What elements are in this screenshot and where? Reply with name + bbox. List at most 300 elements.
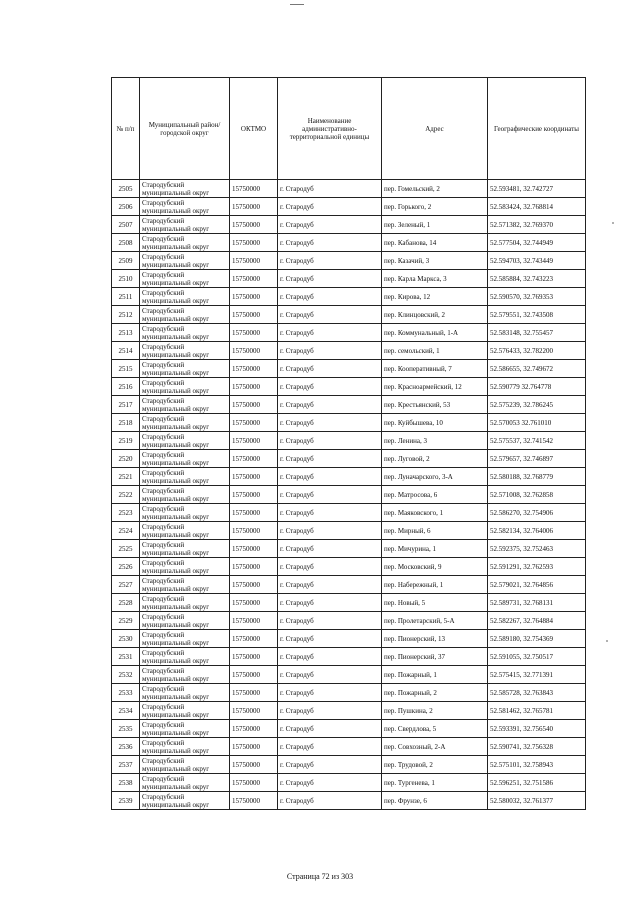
district-type: муниципальный округ — [142, 188, 210, 197]
row-unit: г. Стародуб — [278, 288, 382, 306]
row-number: 2536 — [112, 738, 140, 756]
row-unit: г. Стародуб — [278, 414, 382, 432]
row-unit: г. Стародуб — [278, 342, 382, 360]
row-district — [140, 792, 230, 810]
registry-table — [111, 77, 586, 810]
row-oktmo: 15750000 — [230, 576, 278, 594]
table-row — [112, 414, 586, 432]
row-number: 2509 — [112, 252, 140, 270]
row-oktmo: 15750000 — [230, 504, 278, 522]
row-coordinates: 52.586270, 32.754906 — [488, 504, 586, 522]
row-oktmo: 15750000 — [230, 288, 278, 306]
row-district — [140, 252, 230, 270]
row-number: 2532 — [112, 666, 140, 684]
row-number: 2528 — [112, 594, 140, 612]
district-type: муниципальный округ — [142, 746, 210, 755]
row-unit: г. Стародуб — [278, 558, 382, 576]
row-address: пер. Тургенева, 1 — [382, 774, 488, 792]
row-address: пер. Мичурина, 1 — [382, 540, 488, 558]
row-district — [140, 738, 230, 756]
table-row — [112, 378, 586, 396]
row-coordinates: 52.590779 32.764778 — [488, 378, 586, 396]
table-row — [112, 252, 586, 270]
row-number: 2537 — [112, 756, 140, 774]
row-oktmo: 15750000 — [230, 666, 278, 684]
district-type: муниципальный округ — [142, 350, 210, 359]
row-oktmo: 15750000 — [230, 738, 278, 756]
row-district — [140, 558, 230, 576]
row-number: 2530 — [112, 630, 140, 648]
row-district — [140, 342, 230, 360]
row-oktmo: 15750000 — [230, 234, 278, 252]
row-coordinates: 52.575239, 32.786245 — [488, 396, 586, 414]
row-coordinates: 52.570053 32.761010 — [488, 414, 586, 432]
row-district — [140, 666, 230, 684]
row-unit: г. Стародуб — [278, 504, 382, 522]
header-address: Адрес — [382, 78, 488, 180]
table-row — [112, 612, 586, 630]
row-district — [140, 504, 230, 522]
row-address: пер. Пожарный, 1 — [382, 666, 488, 684]
row-unit: г. Стародуб — [278, 522, 382, 540]
row-address: пер. Гомельский, 2 — [382, 180, 488, 198]
row-coordinates: 52.591055, 32.750517 — [488, 648, 586, 666]
row-district — [140, 774, 230, 792]
table-row — [112, 306, 586, 324]
row-unit: г. Стародуб — [278, 360, 382, 378]
row-number: 2512 — [112, 306, 140, 324]
row-oktmo: 15750000 — [230, 648, 278, 666]
row-district — [140, 216, 230, 234]
row-address: пер. Ленина, 3 — [382, 432, 488, 450]
row-unit: г. Стародуб — [278, 432, 382, 450]
table-row — [112, 468, 586, 486]
row-unit: г. Стародуб — [278, 684, 382, 702]
district-name: Стародубский — [142, 630, 185, 639]
row-oktmo: 15750000 — [230, 612, 278, 630]
row-oktmo: 15750000 — [230, 342, 278, 360]
row-address: пер. Казачий, 3 — [382, 252, 488, 270]
district-name: Стародубский — [142, 576, 185, 585]
district-type: муниципальный округ — [142, 710, 210, 719]
district-name: Стародубский — [142, 360, 185, 369]
row-district — [140, 360, 230, 378]
row-oktmo: 15750000 — [230, 270, 278, 288]
row-address: пер. Зеленый, 1 — [382, 216, 488, 234]
district-type: муниципальный округ — [142, 332, 210, 341]
row-coordinates: 52.582134, 32.764006 — [488, 522, 586, 540]
row-oktmo: 15750000 — [230, 378, 278, 396]
row-coordinates: 52.585728, 32.763843 — [488, 684, 586, 702]
row-number: 2526 — [112, 558, 140, 576]
district-type: муниципальный округ — [142, 314, 210, 323]
row-unit: г. Стародуб — [278, 612, 382, 630]
row-number: 2522 — [112, 486, 140, 504]
scan-speck — [606, 640, 608, 642]
row-oktmo: 15750000 — [230, 468, 278, 486]
row-oktmo: 15750000 — [230, 306, 278, 324]
row-unit: г. Стародуб — [278, 648, 382, 666]
row-district — [140, 702, 230, 720]
row-address: пер. Матросова, 6 — [382, 486, 488, 504]
district-type: муниципальный округ — [142, 728, 210, 737]
row-oktmo: 15750000 — [230, 594, 278, 612]
row-coordinates: 52.575537, 32.741542 — [488, 432, 586, 450]
district-name: Стародубский — [142, 756, 185, 765]
district-name: Стародубский — [142, 558, 185, 567]
district-name: Стародубский — [142, 666, 185, 675]
district-type: муниципальный округ — [142, 656, 210, 665]
row-district — [140, 432, 230, 450]
row-oktmo: 15750000 — [230, 540, 278, 558]
row-unit: г. Стародуб — [278, 450, 382, 468]
district-type: муниципальный округ — [142, 530, 210, 539]
district-name: Стародубский — [142, 522, 185, 531]
row-number: 2523 — [112, 504, 140, 522]
table-row — [112, 684, 586, 702]
row-unit: г. Стародуб — [278, 720, 382, 738]
row-district — [140, 630, 230, 648]
row-coordinates: 52.579657, 32.746897 — [488, 450, 586, 468]
row-number: 2510 — [112, 270, 140, 288]
row-oktmo: 15750000 — [230, 486, 278, 504]
row-number: 2514 — [112, 342, 140, 360]
row-address: пер. Фрунзе, 6 — [382, 792, 488, 810]
table-header-row — [112, 78, 586, 180]
row-number: 2511 — [112, 288, 140, 306]
table-row — [112, 270, 586, 288]
row-number: 2535 — [112, 720, 140, 738]
row-number: 2524 — [112, 522, 140, 540]
district-type: муниципальный округ — [142, 494, 210, 503]
table-row — [112, 180, 586, 198]
row-number: 2507 — [112, 216, 140, 234]
row-address: пер. Горького, 2 — [382, 198, 488, 216]
row-address: пер. Трудовой, 2 — [382, 756, 488, 774]
district-type: муниципальный округ — [142, 620, 210, 629]
row-coordinates: 52.575101, 32.758943 — [488, 756, 586, 774]
district-type: муниципальный округ — [142, 242, 210, 251]
district-type: муниципальный округ — [142, 782, 210, 791]
row-address: пер. Маяковского, 1 — [382, 504, 488, 522]
row-district — [140, 648, 230, 666]
row-unit: г. Стародуб — [278, 594, 382, 612]
row-number: 2515 — [112, 360, 140, 378]
row-district — [140, 486, 230, 504]
row-unit: г. Стародуб — [278, 756, 382, 774]
district-name: Стародубский — [142, 252, 185, 261]
row-district — [140, 720, 230, 738]
table-row — [112, 720, 586, 738]
row-oktmo: 15750000 — [230, 450, 278, 468]
row-oktmo: 15750000 — [230, 756, 278, 774]
row-oktmo: 15750000 — [230, 630, 278, 648]
row-unit: г. Стародуб — [278, 216, 382, 234]
table-row — [112, 396, 586, 414]
row-number: 2534 — [112, 702, 140, 720]
row-address: пер. Свердлова, 5 — [382, 720, 488, 738]
district-type: муниципальный округ — [142, 800, 210, 809]
row-district — [140, 324, 230, 342]
district-type: муниципальный округ — [142, 692, 210, 701]
header-coordinates: Географические координаты — [488, 78, 586, 180]
row-address: пер. Карла Маркса, 3 — [382, 270, 488, 288]
district-type: муниципальный округ — [142, 476, 210, 485]
row-coordinates: 52.571382, 32.769370 — [488, 216, 586, 234]
district-type: муниципальный округ — [142, 296, 210, 305]
row-address: пер. Пионерский, 13 — [382, 630, 488, 648]
table-row — [112, 576, 586, 594]
district-name: Стародубский — [142, 594, 185, 603]
row-address: пер. Кирова, 12 — [382, 288, 488, 306]
row-unit: г. Стародуб — [278, 252, 382, 270]
row-unit: г. Стародуб — [278, 270, 382, 288]
row-coordinates: 52.577504, 32.744949 — [488, 234, 586, 252]
district-type: муниципальный округ — [142, 548, 210, 557]
table-row — [112, 486, 586, 504]
row-coordinates: 52.583148, 32.755457 — [488, 324, 586, 342]
row-number: 2520 — [112, 450, 140, 468]
row-unit: г. Стародуб — [278, 666, 382, 684]
district-name: Стародубский — [142, 396, 185, 405]
district-name: Стародубский — [142, 774, 185, 783]
row-oktmo: 15750000 — [230, 198, 278, 216]
district-type: муниципальный округ — [142, 584, 210, 593]
row-number: 2521 — [112, 468, 140, 486]
table-row — [112, 756, 586, 774]
row-coordinates: 52.589180, 32.754369 — [488, 630, 586, 648]
district-name: Стародубский — [142, 486, 185, 495]
row-district — [140, 450, 230, 468]
row-district — [140, 234, 230, 252]
district-type: муниципальный округ — [142, 512, 210, 521]
row-unit: г. Стародуб — [278, 630, 382, 648]
row-coordinates: 52.583424, 32.768814 — [488, 198, 586, 216]
row-oktmo: 15750000 — [230, 432, 278, 450]
district-name: Стародубский — [142, 450, 185, 459]
district-name: Стародубский — [142, 540, 185, 549]
row-coordinates: 52.580188, 32.768779 — [488, 468, 586, 486]
page-footer: Страница 72 из 303 — [286, 872, 354, 881]
row-district — [140, 684, 230, 702]
row-oktmo: 15750000 — [230, 522, 278, 540]
district-name: Стародубский — [142, 288, 185, 297]
row-number: 2508 — [112, 234, 140, 252]
district-type: муниципальный округ — [142, 638, 210, 647]
district-type: муниципальный округ — [142, 458, 210, 467]
district-name: Стародубский — [142, 324, 185, 333]
district-name: Стародубский — [142, 234, 185, 243]
row-coordinates: 52.582267, 32.764884 — [488, 612, 586, 630]
row-coordinates: 52.591291, 32.762593 — [488, 558, 586, 576]
table-row — [112, 540, 586, 558]
row-district — [140, 396, 230, 414]
district-name: Стародубский — [142, 198, 185, 207]
row-number: 2518 — [112, 414, 140, 432]
row-coordinates: 52.593391, 32.756540 — [488, 720, 586, 738]
row-district — [140, 756, 230, 774]
row-oktmo: 15750000 — [230, 774, 278, 792]
district-type: муниципальный округ — [142, 386, 210, 395]
row-unit: г. Стародуб — [278, 702, 382, 720]
row-address: пер. Пожарный, 2 — [382, 684, 488, 702]
top-scan-mark — [290, 4, 304, 5]
row-district — [140, 378, 230, 396]
district-name: Стародубский — [142, 306, 185, 315]
row-address: пер. Пушкина, 2 — [382, 702, 488, 720]
row-address: пер. Совхозный, 2-А — [382, 738, 488, 756]
district-name: Стародубский — [142, 504, 185, 513]
table-row — [112, 450, 586, 468]
row-district — [140, 180, 230, 198]
district-name: Стародубский — [142, 684, 185, 693]
district-name: Стародубский — [142, 216, 185, 225]
row-number: 2517 — [112, 396, 140, 414]
table-row — [112, 198, 586, 216]
row-address: пер. Пионерский, 37 — [382, 648, 488, 666]
row-number: 2539 — [112, 792, 140, 810]
table-row — [112, 522, 586, 540]
table-row — [112, 738, 586, 756]
row-oktmo: 15750000 — [230, 414, 278, 432]
table-row — [112, 432, 586, 450]
table-row — [112, 702, 586, 720]
row-coordinates: 52.594703, 32.743449 — [488, 252, 586, 270]
table-row — [112, 234, 586, 252]
table-row — [112, 504, 586, 522]
row-address: пер. Московский, 9 — [382, 558, 488, 576]
row-district — [140, 288, 230, 306]
row-coordinates: 52.579021, 32.764856 — [488, 576, 586, 594]
row-coordinates: 52.571008, 32.762858 — [488, 486, 586, 504]
row-address: пер. Луначарского, 3-А — [382, 468, 488, 486]
row-address: пер. Красноармейский, 12 — [382, 378, 488, 396]
row-address: пер. Крестьянский, 53 — [382, 396, 488, 414]
table-row — [112, 216, 586, 234]
row-unit: г. Стародуб — [278, 738, 382, 756]
row-number: 2527 — [112, 576, 140, 594]
district-type: муниципальный округ — [142, 224, 210, 233]
row-unit: г. Стародуб — [278, 198, 382, 216]
row-unit: г. Стародуб — [278, 378, 382, 396]
row-coordinates: 52.590741, 32.756328 — [488, 738, 586, 756]
row-unit: г. Стародуб — [278, 486, 382, 504]
district-type: муниципальный округ — [142, 278, 210, 287]
header-oktmo: ОКТМО — [230, 78, 278, 180]
row-coordinates: 52.596251, 32.751586 — [488, 774, 586, 792]
table-row — [112, 360, 586, 378]
district-type: муниципальный округ — [142, 764, 210, 773]
row-district — [140, 522, 230, 540]
row-oktmo: 15750000 — [230, 702, 278, 720]
table-row — [112, 558, 586, 576]
row-unit: г. Стародуб — [278, 792, 382, 810]
row-number: 2516 — [112, 378, 140, 396]
district-type: муниципальный округ — [142, 422, 210, 431]
row-address: пер. семольский, 1 — [382, 342, 488, 360]
row-coordinates: 52.579551, 32.743508 — [488, 306, 586, 324]
row-unit: г. Стародуб — [278, 234, 382, 252]
district-type: муниципальный округ — [142, 206, 210, 215]
district-name: Стародубский — [142, 612, 185, 621]
row-oktmo: 15750000 — [230, 360, 278, 378]
row-district — [140, 594, 230, 612]
table-row — [112, 342, 586, 360]
row-address: пер. Луговой, 2 — [382, 450, 488, 468]
table-row — [112, 792, 586, 810]
row-number: 2525 — [112, 540, 140, 558]
district-type: муниципальный округ — [142, 404, 210, 413]
row-address: пер. Кабанова, 14 — [382, 234, 488, 252]
district-name: Стародубский — [142, 702, 185, 711]
row-coordinates: 52.580032, 32.761377 — [488, 792, 586, 810]
row-address: пер. Набережный, 1 — [382, 576, 488, 594]
row-address: пер. Клинцовский, 2 — [382, 306, 488, 324]
row-coordinates: 52.581462, 32.765781 — [488, 702, 586, 720]
row-district — [140, 540, 230, 558]
district-name: Стародубский — [142, 414, 185, 423]
row-oktmo: 15750000 — [230, 324, 278, 342]
row-unit: г. Стародуб — [278, 468, 382, 486]
row-oktmo: 15750000 — [230, 180, 278, 198]
row-unit: г. Стародуб — [278, 576, 382, 594]
row-unit: г. Стародуб — [278, 540, 382, 558]
row-number: 2519 — [112, 432, 140, 450]
row-district — [140, 306, 230, 324]
row-address: пер. Пролетарский, 5-А — [382, 612, 488, 630]
row-oktmo: 15750000 — [230, 216, 278, 234]
row-coordinates: 52.590570, 32.769353 — [488, 288, 586, 306]
row-coordinates: 52.585884, 32.743223 — [488, 270, 586, 288]
row-oktmo: 15750000 — [230, 558, 278, 576]
row-district — [140, 270, 230, 288]
row-coordinates: 52.575415, 32.771391 — [488, 666, 586, 684]
row-coordinates: 52.586655, 32.749672 — [488, 360, 586, 378]
row-unit: г. Стародуб — [278, 324, 382, 342]
row-number: 2529 — [112, 612, 140, 630]
row-coordinates: 52.589731, 32.768131 — [488, 594, 586, 612]
row-coordinates: 52.592375, 32.752463 — [488, 540, 586, 558]
table-row — [112, 630, 586, 648]
row-address: пер. Новый, 5 — [382, 594, 488, 612]
row-oktmo: 15750000 — [230, 684, 278, 702]
header-num: № п/п — [112, 78, 140, 180]
row-number: 2513 — [112, 324, 140, 342]
row-district — [140, 198, 230, 216]
table-row — [112, 666, 586, 684]
district-type: муниципальный округ — [142, 566, 210, 575]
header-unit: Наименование административно-территориальной единицы — [278, 78, 382, 180]
district-type: муниципальный округ — [142, 602, 210, 611]
row-oktmo: 15750000 — [230, 792, 278, 810]
district-name: Стародубский — [142, 792, 185, 801]
table-row — [112, 324, 586, 342]
row-district — [140, 414, 230, 432]
row-number: 2531 — [112, 648, 140, 666]
row-unit: г. Стародуб — [278, 774, 382, 792]
scan-speck — [612, 222, 614, 224]
row-number: 2505 — [112, 180, 140, 198]
row-number: 2506 — [112, 198, 140, 216]
row-oktmo: 15750000 — [230, 720, 278, 738]
header-district: Муниципальный район/городской округ — [140, 78, 230, 180]
table-row — [112, 594, 586, 612]
district-type: муниципальный округ — [142, 260, 210, 269]
district-type: муниципальный округ — [142, 440, 210, 449]
row-district — [140, 612, 230, 630]
row-district — [140, 576, 230, 594]
district-name: Стародубский — [142, 738, 185, 747]
